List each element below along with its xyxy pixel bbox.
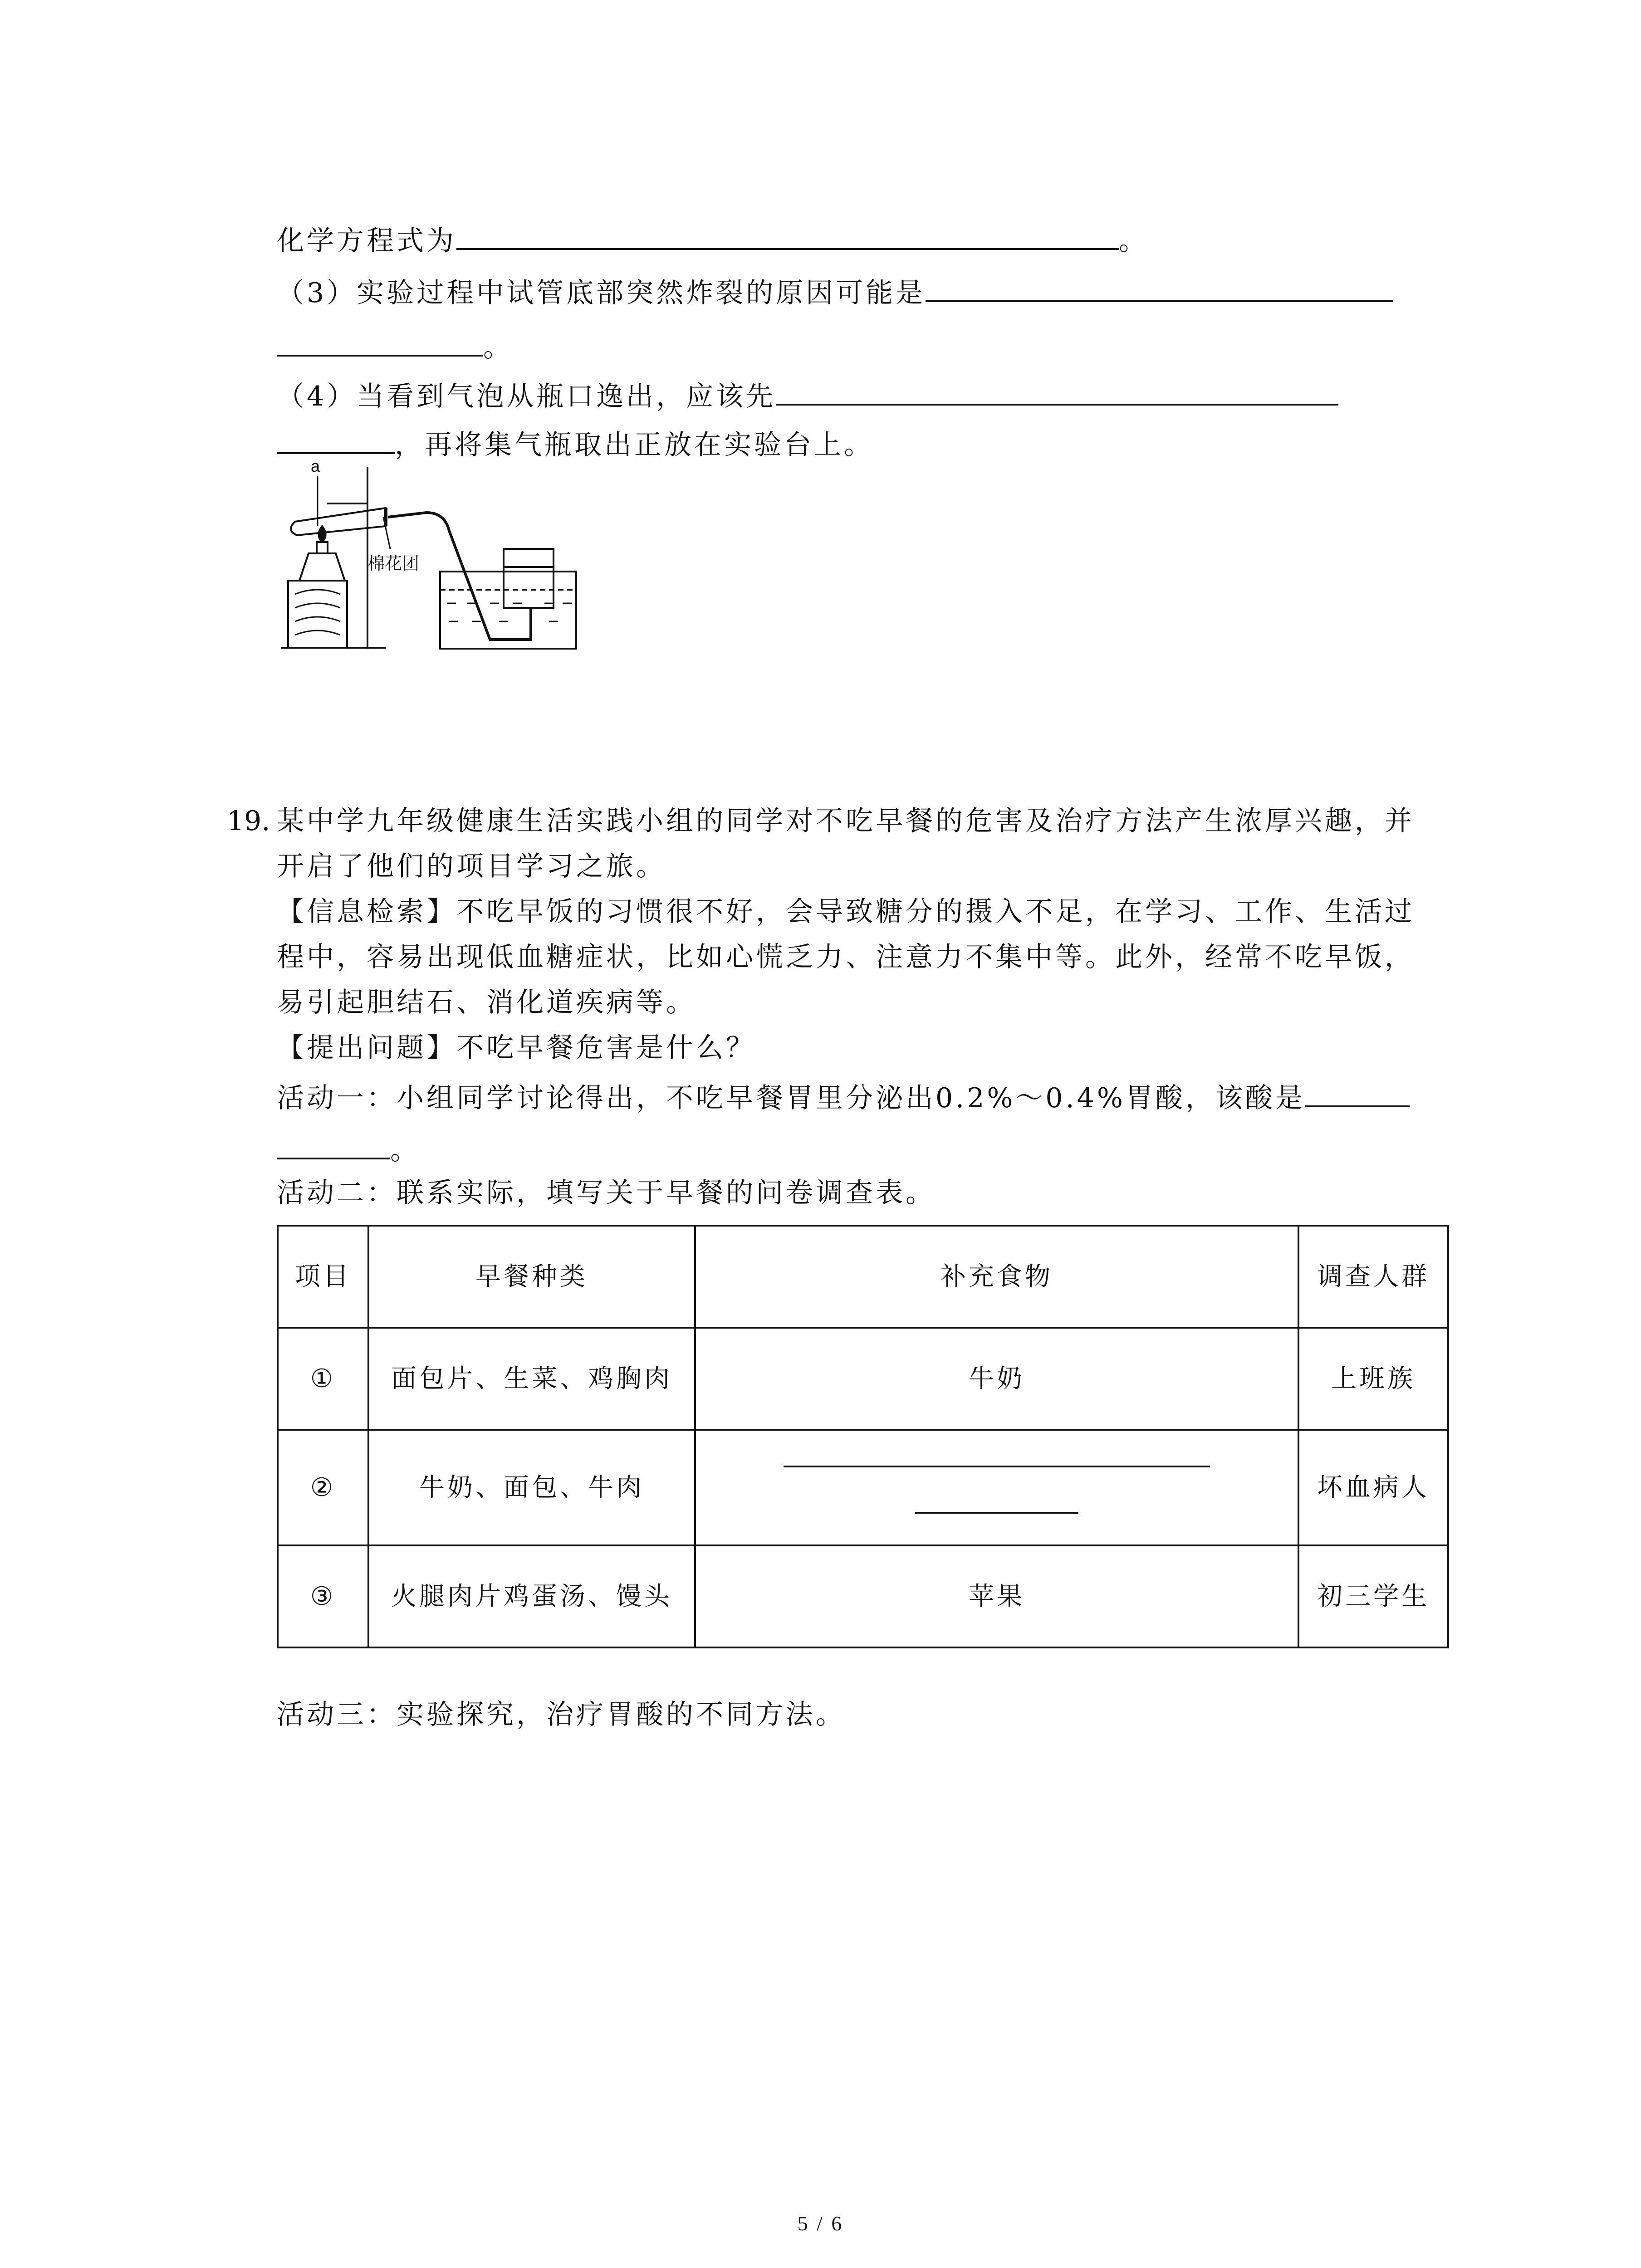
label-cotton: 棉花团 bbox=[367, 553, 420, 573]
subquestion-3-continuation bbox=[277, 327, 513, 366]
subquestion-3-answer-blank[interactable] bbox=[926, 272, 1393, 302]
equation-prompt: 化学方程式为 bbox=[277, 225, 456, 257]
q19-line-4: 程中，容易出现低血糖症状，比如心慌乏力、注意力不集中等。此外，经常不吃早饭， bbox=[277, 941, 1415, 973]
activity-3-line: 活动三：实验探究，治疗胃酸的不同方法。 bbox=[277, 1699, 846, 1730]
subquestion-4-rest: ，再将集气瓶取出正放在实验台上。 bbox=[395, 429, 874, 461]
header-group: 调查人群 bbox=[1298, 1226, 1448, 1328]
alcohol-lamp bbox=[299, 553, 345, 581]
activity-1-answer-blank-cont[interactable] bbox=[277, 1129, 390, 1159]
gas-jar bbox=[504, 549, 554, 608]
supplement-answer-blank-cont[interactable] bbox=[915, 1508, 1078, 1514]
row-supplement: 苹果 bbox=[695, 1545, 1298, 1647]
equation-line bbox=[277, 220, 1149, 259]
q19-line-5: 易引起胆结石、消化道疾病等。 bbox=[277, 987, 696, 1018]
header-supplement: 补充食物 bbox=[695, 1226, 1298, 1328]
activity-2-line: 活动二：联系实际，填写关于早餐的问卷调查表。 bbox=[277, 1177, 936, 1209]
survey-table bbox=[277, 1225, 1449, 1648]
row-breakfast: 牛奶、面包、牛肉 bbox=[368, 1430, 695, 1545]
row-id: ③ bbox=[278, 1545, 368, 1647]
wooden-block bbox=[288, 581, 347, 648]
row-breakfast: 火腿肉片鸡蛋汤、馒头 bbox=[368, 1545, 695, 1647]
q19-line-3: 【信息检索】不吃早饭的习惯很不好，会导致糖分的摄入不足，在学习、工作、生活过 bbox=[277, 896, 1415, 928]
row-id: ① bbox=[278, 1328, 368, 1430]
supplement-answer-blank[interactable] bbox=[784, 1462, 1210, 1467]
table-row bbox=[278, 1328, 1448, 1430]
subquestion-4-line bbox=[277, 376, 1338, 415]
row-group: 坏血病人 bbox=[1298, 1430, 1448, 1545]
q19-line-2: 开启了他们的项目学习之旅。 bbox=[277, 850, 666, 882]
subquestion-3-answer-blank-cont[interactable] bbox=[277, 327, 483, 357]
subquestion-4-prompt: （4）当看到气泡从瓶口逸出，应该先 bbox=[277, 381, 776, 412]
water-trough bbox=[440, 572, 576, 649]
row-group: 上班族 bbox=[1298, 1328, 1448, 1430]
subquestion-4-continuation bbox=[277, 424, 874, 463]
lamp-wick bbox=[317, 542, 328, 553]
subquestion-3-line bbox=[277, 272, 1393, 311]
activity-1-end-mark: 。 bbox=[390, 1134, 420, 1166]
row-breakfast: 面包片、生菜、鸡胸肉 bbox=[368, 1328, 695, 1430]
page-number: 5 / 6 bbox=[797, 2212, 844, 2235]
row-supplement-blank-cell[interactable] bbox=[695, 1430, 1298, 1545]
activity-1-answer-blank[interactable] bbox=[1305, 1077, 1410, 1107]
row-group: 初三学生 bbox=[1298, 1545, 1448, 1647]
subquestion-4-answer-blank[interactable] bbox=[776, 376, 1338, 406]
activity-1-continuation bbox=[277, 1129, 420, 1168]
delivery-tube bbox=[388, 513, 531, 640]
subquestion-3-prompt: （3）实验过程中试管底部突然炸裂的原因可能是 bbox=[277, 277, 926, 309]
table-header-row bbox=[278, 1226, 1448, 1328]
table-row bbox=[278, 1430, 1448, 1545]
equation-end-mark: 。 bbox=[1119, 225, 1149, 257]
equation-answer-blank[interactable] bbox=[456, 220, 1119, 250]
header-breakfast: 早餐种类 bbox=[368, 1226, 695, 1328]
test-tube bbox=[291, 508, 386, 535]
wood-grain bbox=[295, 590, 340, 635]
flame-icon bbox=[319, 526, 326, 542]
apparatus-diagram bbox=[277, 458, 585, 658]
label-a: a bbox=[311, 458, 320, 475]
row-supplement: 牛奶 bbox=[695, 1328, 1298, 1430]
q19-line-1: 某中学九年级健康生活实践小组的同学对不吃早餐的危害及治疗方法产生浓厚兴趣，并 bbox=[277, 805, 1415, 837]
activity-1-text: 活动一：小组同学讨论得出，不吃早餐胃里分泌出0.2%～0.4%胃酸，该酸是 bbox=[277, 1082, 1305, 1114]
q19-line-6: 【提出问题】不吃早餐危害是什么？ bbox=[277, 1032, 756, 1064]
activity-1-line bbox=[277, 1077, 1410, 1116]
table-row bbox=[278, 1545, 1448, 1647]
subquestion-3-end-mark: 。 bbox=[483, 332, 513, 363]
subquestion-4-answer-blank-cont[interactable] bbox=[277, 424, 395, 454]
header-item: 项目 bbox=[278, 1226, 368, 1328]
question-number: 19. bbox=[227, 805, 270, 837]
row-id: ② bbox=[278, 1430, 368, 1545]
